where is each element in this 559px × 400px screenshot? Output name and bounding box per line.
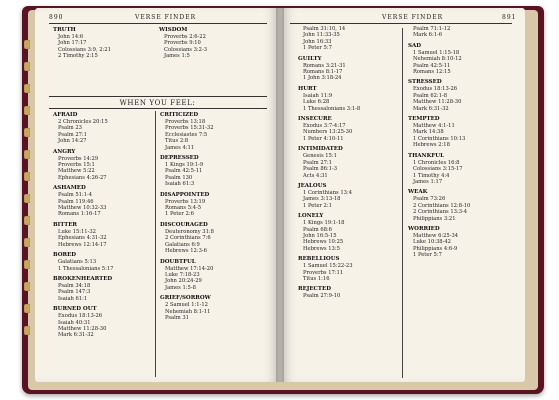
verse-reference: Titus 2:8 <box>165 138 189 145</box>
verse-reference: Romans 1:16-17 <box>58 211 101 218</box>
verse-reference: John 11:33-35 <box>303 32 340 39</box>
topic-section <box>298 55 398 82</box>
verse-reference: John 16:33 <box>303 38 332 45</box>
topic-heading: DEPRESSED <box>160 155 199 162</box>
verse-reference: Philippians 3:21 <box>413 215 456 222</box>
verse-reference: Isaiah 40:31 <box>58 319 91 326</box>
topic-section <box>160 221 260 255</box>
verse-reference: Mark 6:1-6 <box>413 32 443 39</box>
verse-reference: 1 Peter 2:6 <box>165 211 194 218</box>
verse-reference: Psalm 71:1-12 <box>413 26 451 32</box>
verse-reference: 1 Peter 4:10-11 <box>303 135 344 142</box>
topic-section <box>53 148 153 182</box>
thumb-index-tab <box>24 62 30 71</box>
column-divider <box>402 28 403 378</box>
topic-heading: STRESSED <box>408 79 442 86</box>
topic-section <box>298 182 398 209</box>
thumb-index-tab <box>24 40 30 49</box>
verse-reference: Galatians 5:13 <box>58 259 97 266</box>
topic-section <box>53 305 153 339</box>
column-feelings-2 <box>160 111 260 324</box>
topic-section <box>53 251 153 272</box>
verse-reference: Colossians 3:2-3 <box>164 46 208 53</box>
verse-reference: Psalm 68:6 <box>303 226 332 233</box>
verse-reference: Exodus 3:7-4:17 <box>303 123 346 130</box>
topic-section <box>160 191 260 218</box>
verse-reference: 1 Samuel 15:22-23 <box>303 263 353 270</box>
topic-heading: LONELY <box>298 213 324 220</box>
verse-reference: John 17:17 <box>58 40 87 47</box>
verse-reference: John 14:27 <box>58 138 87 145</box>
verse-reference: Titus 1:16 <box>303 275 330 282</box>
topic-section <box>53 275 153 302</box>
left-page <box>35 8 280 382</box>
verse-reference: Nehemiah 8:1-11 <box>165 308 211 315</box>
verse-reference: Nehemiah 8:10-12 <box>413 56 462 63</box>
verse-reference: Psalm 73:26 <box>413 196 446 203</box>
topic-heading: TRUTH <box>53 27 76 33</box>
topic-section <box>298 212 398 252</box>
topic-heading: JEALOUS <box>298 182 327 189</box>
topic-section <box>298 115 398 142</box>
thumb-index-tab <box>24 304 30 313</box>
verse-reference: Psalm 119:46 <box>58 198 94 205</box>
page-number: 890 <box>49 14 64 21</box>
verse-reference: Psalm 51:1-4 <box>58 192 93 199</box>
topic-section <box>298 85 398 112</box>
thumb-index-tab <box>24 172 30 181</box>
verse-reference: James 3:13-18 <box>303 196 341 203</box>
verse-reference: James 1:5-8 <box>165 284 196 291</box>
thumb-index-tab <box>24 260 30 269</box>
topic-section <box>408 26 508 39</box>
column-divider <box>155 111 156 377</box>
verse-reference: Psalm 34:18 <box>58 282 91 289</box>
verse-reference: Luke 15:11-32 <box>58 228 96 235</box>
verse-reference: Proverbs 14:29 <box>58 155 99 162</box>
verse-reference: Proverbs 2:6-22 <box>164 34 206 40</box>
verse-reference: Proverbs 13:18 <box>165 119 206 125</box>
verse-reference: Proverbs 17:11 <box>303 269 344 276</box>
topic-heading: TEMPTED <box>408 116 440 123</box>
verse-reference: Romans 12:15 <box>413 69 451 76</box>
section-rule <box>49 108 267 109</box>
book-gutter <box>276 8 284 382</box>
topic-heading: INSECURE <box>298 116 332 123</box>
verse-reference: 1 Timothy 4:4 <box>413 172 450 179</box>
topic-section <box>298 145 398 179</box>
verse-reference: 1 Kings 19:1-18 <box>303 220 345 227</box>
verse-reference: Matthew 11:28-30 <box>413 99 462 106</box>
topic-heading: WORRIED <box>408 225 440 232</box>
verse-reference: Hebrews 13:5 <box>303 245 340 252</box>
verse-reference: Colossians 3:9, 2:21 <box>58 46 111 53</box>
thumb-index-tab <box>24 326 30 335</box>
verse-reference: Psalm 42:5-11 <box>413 62 451 69</box>
topic-heading: SAD <box>408 42 422 49</box>
verse-reference: Psalm 86:1-3 <box>303 166 338 173</box>
verse-reference: Proverbs 13:19 <box>165 198 206 205</box>
verse-reference: John 20:24-29 <box>165 278 202 285</box>
verse-reference: 2 Timothy 2:15 <box>58 53 98 60</box>
thumb-index-tab <box>24 84 30 93</box>
verse-reference: Colossians 3:15-17 <box>413 166 463 173</box>
page-number: 891 <box>502 14 517 21</box>
verse-reference: 1 Corinthians 13:4 <box>303 189 353 196</box>
topic-section <box>53 184 153 218</box>
topic-section <box>408 188 508 222</box>
topic-heading: BURNED OUT <box>53 306 97 313</box>
topic-section <box>53 221 153 248</box>
topic-section <box>408 42 508 76</box>
verse-reference: Ephesians 4:26-27 <box>58 174 107 181</box>
topic-heading: BROKENHEARTED <box>53 275 113 282</box>
verse-reference: 2 Samuel 1:1-12 <box>165 302 208 309</box>
verse-reference: Psalm 23 <box>58 125 82 132</box>
verse-reference: Romans 3:21-31 <box>303 62 346 69</box>
column-topics-right <box>159 26 259 63</box>
topic-section <box>159 26 259 60</box>
column-feelings-1 <box>53 111 153 342</box>
thumb-index-tab <box>24 128 30 137</box>
verse-reference: Psalm 147:3 <box>58 289 91 296</box>
verse-reference: Acts 4:31 <box>303 172 328 179</box>
verse-reference: Exodus 18:13-26 <box>413 86 458 93</box>
verse-reference: Romans 5:4-5 <box>165 205 202 212</box>
verse-reference: Ephesians 4:31-32 <box>58 235 107 242</box>
verse-reference: Romans 8:1-17 <box>303 69 343 76</box>
verse-reference: Proverbs 9:10 <box>164 40 201 47</box>
verse-reference: 1 Thessalonians 3:1-8 <box>303 105 361 112</box>
verse-reference: Mark 6:31-32 <box>413 105 449 112</box>
verse-reference: Luke 6:28 <box>303 99 330 106</box>
topic-section <box>160 258 260 292</box>
thumb-index-tab <box>24 216 30 225</box>
thumb-index-tab <box>24 194 30 203</box>
topic-section <box>160 154 260 188</box>
topic-heading: BITTER <box>53 221 77 228</box>
verse-reference: Luke 10:38-42 <box>413 239 451 246</box>
verse-reference: 2 Corinthians 12:8-10 <box>413 202 471 209</box>
verse-reference: 1 Corinthians 10:13 <box>413 135 466 142</box>
verse-reference: Isaiah 11:9 <box>303 92 333 99</box>
topic-heading: ANGRY <box>53 148 76 155</box>
verse-reference: Hebrews 2:18 <box>413 142 450 149</box>
topic-section <box>298 26 398 52</box>
topic-section <box>160 111 260 151</box>
verse-reference: James 1:5 <box>164 53 190 60</box>
topic-heading: HURT <box>298 85 317 92</box>
verse-reference: Proverbs 15:1 <box>58 162 95 169</box>
topic-section <box>53 111 153 145</box>
topic-heading: WISDOM <box>159 27 188 33</box>
verse-reference: James 4:11 <box>165 144 195 151</box>
verse-reference: 1 Kings 19:1-9 <box>165 162 204 169</box>
topic-heading: INTIMIDATED <box>298 146 343 153</box>
running-head: VERSE FINDER <box>135 14 197 21</box>
verse-reference: Luke 7:18-23 <box>165 271 200 278</box>
verse-reference: Psalm 31 <box>165 314 189 321</box>
verse-reference: Proverbs 15:31-32 <box>165 125 214 132</box>
topic-section <box>408 115 508 149</box>
verse-reference: Matthew 17:14-20 <box>165 265 214 272</box>
verse-reference: 2 Chronicles 20:15 <box>58 119 108 125</box>
column-topics-left <box>53 26 153 63</box>
verse-reference: Psalm 27:1 <box>58 131 87 138</box>
verse-reference: Hebrews 10:25 <box>303 239 344 246</box>
verse-reference: 1 Peter 5:7 <box>303 45 332 52</box>
verse-reference: 1 Chronicles 16:8 <box>413 159 460 166</box>
verse-reference: Psalm 130 <box>165 174 193 181</box>
header-rule <box>49 23 267 24</box>
thumb-index-tab <box>24 282 30 291</box>
verse-reference: Ecclesiastes 7:5 <box>165 131 208 138</box>
verse-reference: Psalm 42:5-11 <box>165 168 203 175</box>
topic-heading: CRITICIZED <box>160 112 199 118</box>
verse-reference: 2 Corinthians 13:3-4 <box>413 209 468 216</box>
verse-reference: 1 Samuel 1:15-18 <box>413 49 460 56</box>
verse-reference: Psalm 27:9-10 <box>303 293 341 300</box>
topic-heading: GUILTY <box>298 55 322 62</box>
verse-reference: John 14:6 <box>58 34 84 40</box>
verse-reference: Psalm 62:1-8 <box>413 92 448 99</box>
verse-reference: Hebrews 12:3-6 <box>165 248 207 255</box>
topic-heading: AFRAID <box>53 112 78 118</box>
topic-section <box>298 285 398 299</box>
topic-section <box>408 78 508 112</box>
topic-heading: REBELLIOUS <box>298 256 340 263</box>
thumb-index-tab <box>24 150 30 159</box>
column-feelings-4 <box>408 26 508 262</box>
running-head: VERSE FINDER <box>382 14 444 21</box>
verse-reference: Matthew 10:32-33 <box>58 205 107 212</box>
verse-reference: 1 Peter 5:7 <box>413 252 442 259</box>
verse-reference: Matthew 6:25-34 <box>413 232 459 239</box>
topic-heading: WEAK <box>408 189 428 196</box>
section-rule <box>49 96 267 97</box>
verse-reference: Isaiah 61:3 <box>165 181 195 188</box>
verse-reference: Mark 6:31-32 <box>58 332 94 339</box>
verse-reference: Deuteronomy 31:8 <box>165 228 214 235</box>
topic-heading: GRIEF/SORROW <box>160 295 211 302</box>
verse-reference: 2 Corinthians 7:6 <box>165 235 211 242</box>
topic-heading: REJECTED <box>298 286 331 293</box>
topic-section <box>408 225 508 259</box>
thumb-index-tab <box>24 238 30 247</box>
verse-reference: Mark 14:38 <box>413 129 444 136</box>
topic-heading: BORED <box>53 252 77 259</box>
verse-reference: Matthew 4:1-11 <box>413 123 455 130</box>
topic-heading: THANKFUL <box>408 152 444 159</box>
right-page <box>280 8 525 382</box>
verse-reference: Exodus 18:13-26 <box>58 313 103 320</box>
topic-heading: ASHAMED <box>53 185 86 192</box>
header-rule <box>290 23 512 24</box>
verse-reference: Numbers 13:25-30 <box>303 129 353 136</box>
verse-reference: Isaiah 61:1 <box>58 295 88 302</box>
verse-reference: John 16:5-15 <box>303 232 337 239</box>
verse-reference: Philippians 4:6-9 <box>413 245 458 252</box>
column-feelings-3 <box>298 26 398 303</box>
topic-section <box>298 255 398 282</box>
section-title: WHEN YOU FEEL: <box>119 99 196 107</box>
verse-reference: Hebrews 12:14-17 <box>58 241 107 248</box>
topic-heading: DOUBTFUL <box>160 258 196 265</box>
verse-reference: James 1:17 <box>413 178 443 185</box>
verse-reference: Genesis 15:1 <box>303 153 337 160</box>
verse-reference: Matthew 5:22 <box>58 168 95 175</box>
thumb-index-tab <box>24 106 30 115</box>
verse-reference: Galatians 6:9 <box>165 241 200 248</box>
topic-heading: DISCOURAGED <box>160 221 208 228</box>
topic-section <box>53 26 153 60</box>
verse-reference: Psalm 31:10, 14 <box>303 26 346 32</box>
topic-heading: DISAPPOINTED <box>160 191 210 198</box>
verse-reference: 1 Peter 2:1 <box>303 202 332 209</box>
verse-reference: 1 Thessalonians 5:17 <box>58 265 114 272</box>
verse-reference: Matthew 11:28-30 <box>58 325 107 332</box>
verse-reference: Psalm 27:1 <box>303 159 332 166</box>
topic-section <box>408 152 508 186</box>
topic-section <box>160 294 260 321</box>
verse-reference: 1 John 3:18-24 <box>303 75 342 82</box>
